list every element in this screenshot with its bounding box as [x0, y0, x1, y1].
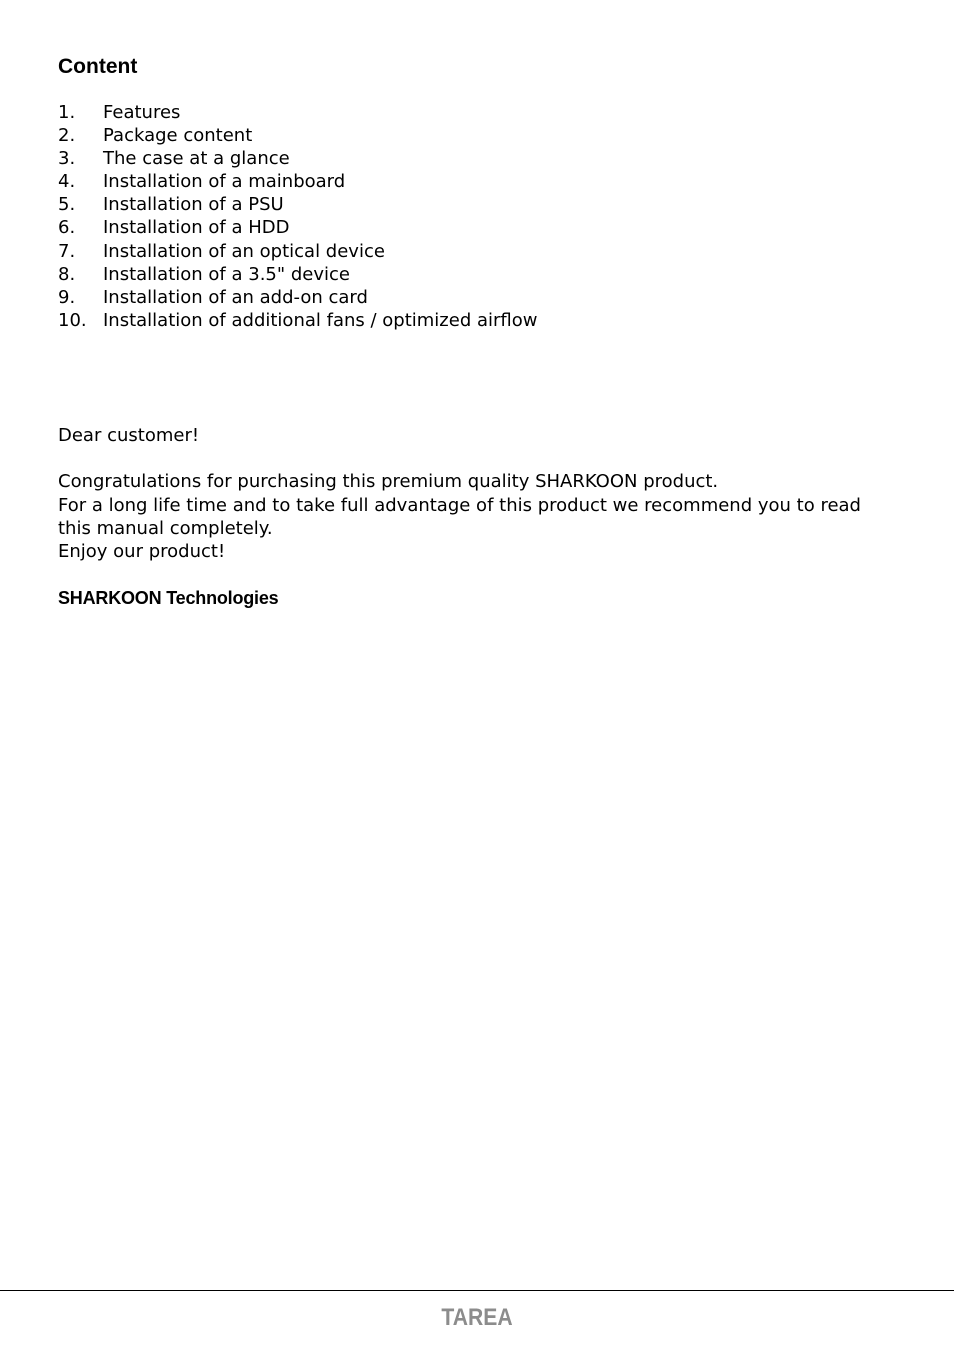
toc-item: [58, 124, 537, 147]
letter-line: this manual completely.: [58, 517, 273, 539]
toc-number: 7.: [58, 240, 76, 262]
toc-number: 4.: [58, 171, 76, 193]
toc-label: Installation of a HDD: [103, 217, 290, 239]
customer-letter: [58, 424, 908, 563]
letter-line: Congratulations for purchasing this premium quality SHARKOON product.: [58, 471, 719, 493]
toc-label: Installation of an add-on card: [103, 286, 368, 308]
paragraph-gap: [58, 447, 908, 470]
toc-label: Installation of additional fans / optimized airflow: [103, 309, 538, 331]
toc-label: Installation of an optical device: [103, 240, 385, 262]
toc-item: [58, 147, 537, 170]
toc-item: [58, 240, 537, 263]
table-of-contents: [58, 101, 537, 332]
toc-label: Installation of a PSU: [103, 194, 284, 216]
company-signature: SHARKOON Technologies: [58, 588, 279, 608]
toc-item: [58, 286, 537, 309]
letter-line: Enjoy our product!: [58, 541, 226, 563]
letter-line: For a long life time and to take full advantage of this product we recommend you to read: [58, 494, 861, 516]
toc-number: 10.: [58, 309, 87, 331]
toc-number: 2.: [58, 125, 76, 147]
toc-number: 9.: [58, 286, 76, 308]
toc-number: 3.: [58, 148, 76, 170]
letter-greeting: Dear customer!: [58, 425, 200, 446]
toc-number: 5.: [58, 194, 76, 216]
toc-number: 1.: [58, 102, 76, 123]
footer-divider: [0, 1290, 954, 1291]
toc-number: 6.: [58, 217, 76, 239]
toc-item: [58, 263, 537, 286]
toc-item: [58, 309, 537, 332]
toc-label: The case at a glance: [103, 148, 290, 170]
toc-label: Package content: [103, 125, 253, 147]
toc-item: [58, 170, 537, 193]
footer-brand-logo: TAREA: [441, 1304, 513, 1331]
toc-number: 8.: [58, 263, 76, 285]
page-title: Content: [58, 55, 138, 78]
toc-label: Installation of a 3.5" device: [103, 263, 350, 285]
toc-item: [58, 101, 537, 124]
toc-label: Features: [103, 102, 181, 123]
toc-label: Installation of a mainboard: [103, 171, 346, 193]
toc-item: [58, 216, 537, 239]
toc-item: [58, 193, 537, 216]
